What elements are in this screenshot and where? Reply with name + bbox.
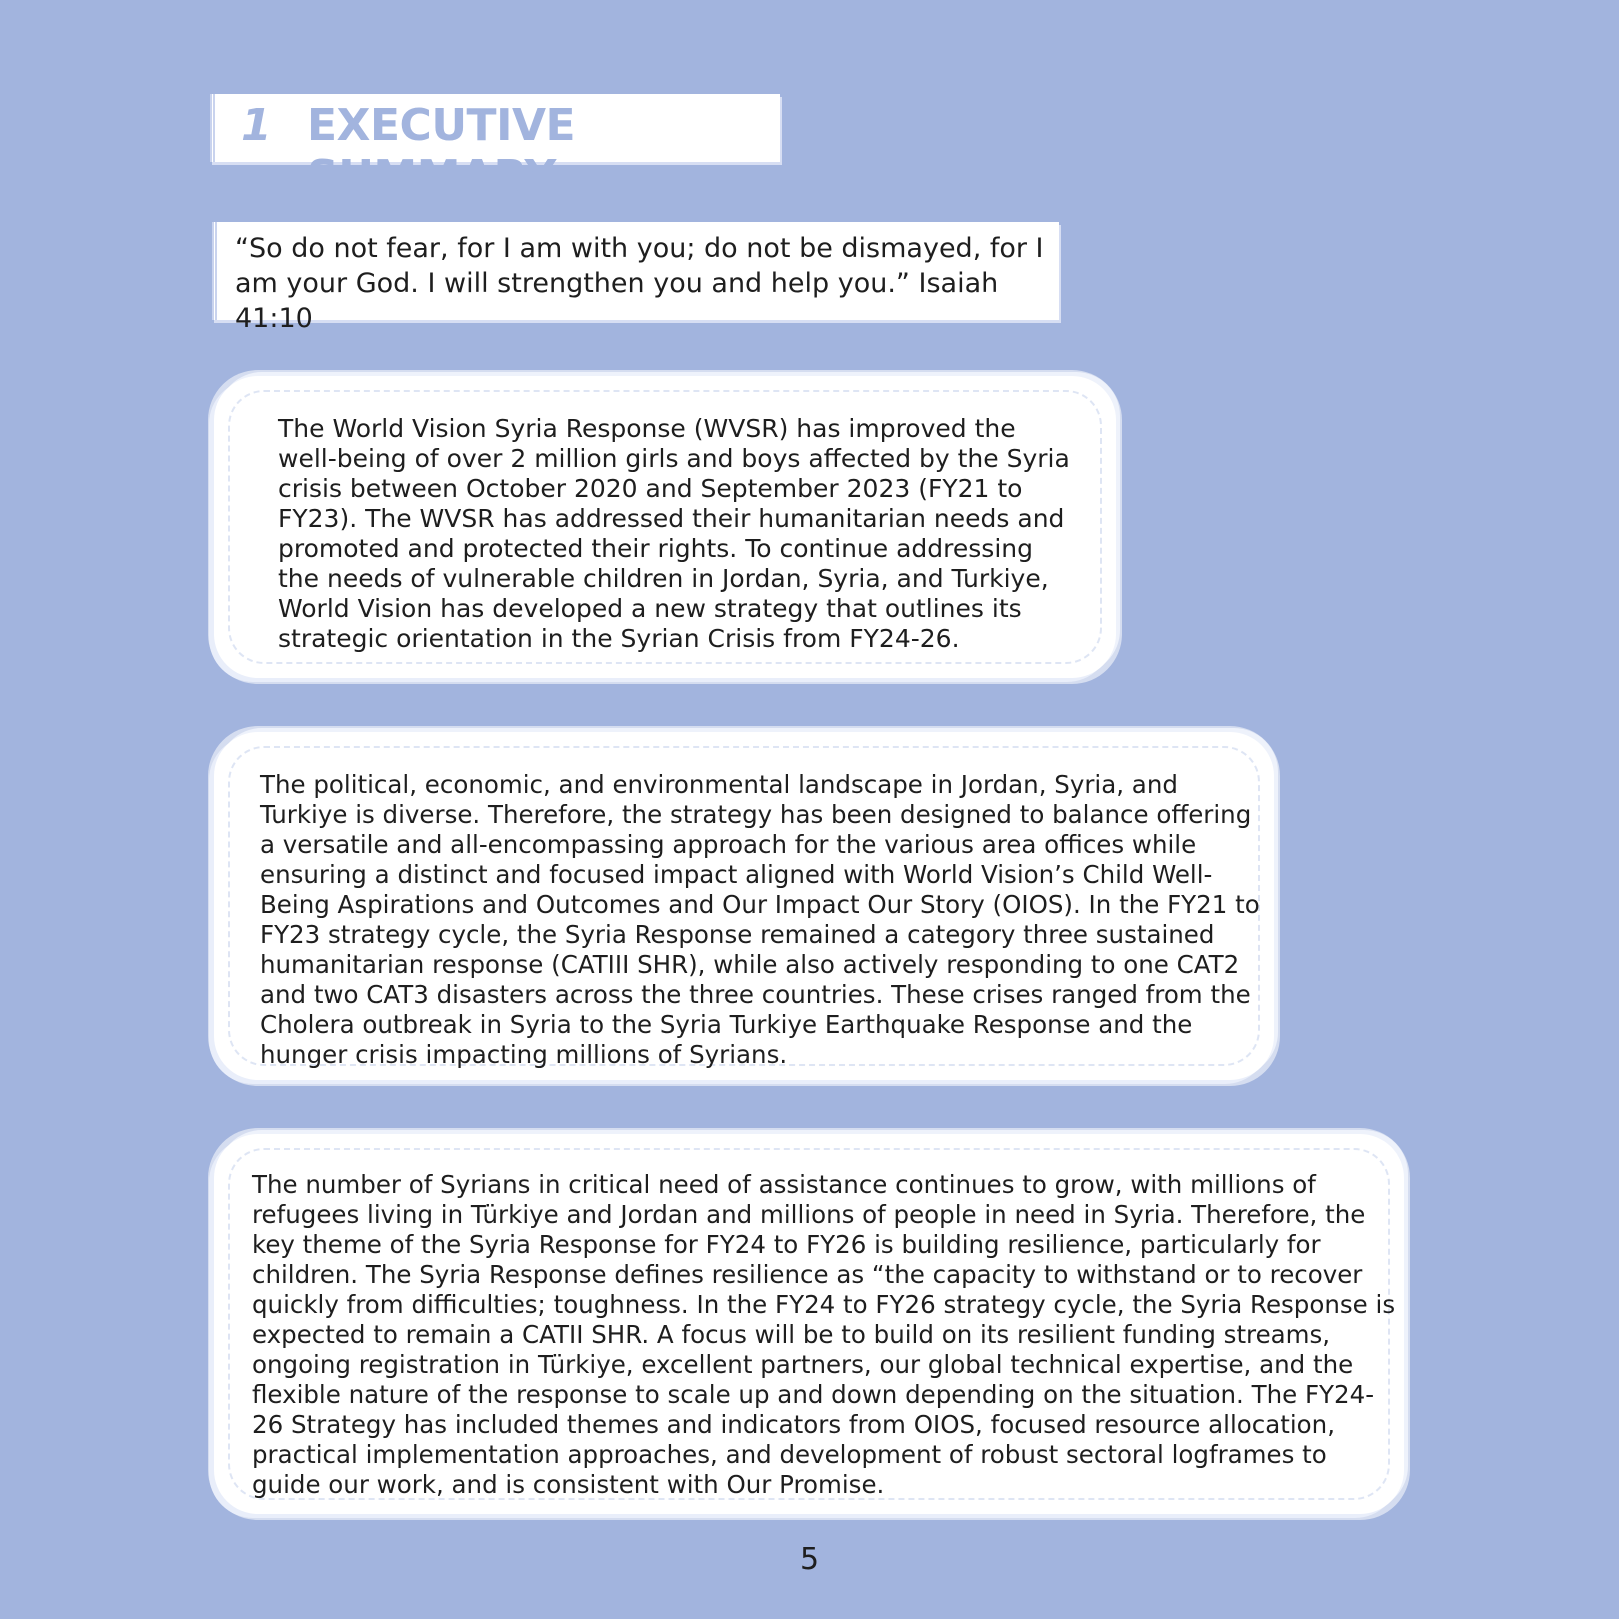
section-title: EXECUTIVE SUMMARY	[307, 100, 576, 202]
summary-panel-1	[214, 376, 1116, 678]
page-number: 5	[799, 1542, 820, 1577]
scripture-quote-box	[212, 222, 1059, 334]
scripture-quote: “So do not fear, for I am with you; do not be dismayed, for I am your God. I will strengthen you and help you.” Isaiah 41:10	[235, 233, 1044, 334]
section-number: 1	[241, 100, 272, 151]
section-heading	[210, 94, 780, 202]
summary-paragraph-2: The political, economic, and environmental landscape in Jordan, Syria, and Turkiye is diverse. Therefore, the strategy has been designed to balance offering a versatile and all-encompassing approach for the various area offices while ensuring a distinct and focused impact aligned with World Vision’s Child Well-Being Aspirations and Outcomes and Our Impact Our Story (OIOS). In the FY21 to FY23 strategy cycle, the Syria Response remained a category three sustained humanitarian response (CATIII SHR), while also actively responding to one CAT2 and two CAT3 disasters across the three countries. These crises ranged from the Cholera outbreak in Syria to the Syria Turkiye Earthquake Response and the hunger crisis impacting millions of Syrians.	[260, 770, 1260, 1069]
summary-paragraph-1: The World Vision Syria Response (WVSR) has improved the well-being of over 2 million girls and boys affected by the Syria crisis between October 2020 and September 2023 (FY21 to FY23). The WVSR has addressed their humanitarian needs and promoted and protected their rights. To continue addressing the needs of vulnerable children in Jordan, Syria, and Turkiye, World Vision has developed a new strategy that outlines its strategic orientation in the Syrian Crisis from FY24-26.	[278, 414, 1070, 653]
summary-panel-3	[214, 1134, 1404, 1514]
summary-paragraph-3: The number of Syrians in critical need of assistance continues to grow, with millions of refugees living in Türkiye and Jordan and millions of people in need in Syria. Therefore, the key theme of the Syria Response for FY24 to FY26 is building resilience, particularly for children. The Syria Response defines resilience as “the capacity to withstand or to recover quickly from difficulties; toughness. In the FY24 to FY26 strategy cycle, the Syria Response is expected to remain a CATII SHR. A focus will be to build on its resilient funding streams, ongoing registration in Türkiye, excellent partners, our global technical expertise, and the flexible nature of the response to scale up and down depending on the situation. The FY24-26 Strategy has included themes and indicators from OIOS, focused resource allocation, practical implementation approaches, and development of robust sectoral logframes to guide our work, and is consistent with Our Promise.	[252, 1170, 1396, 1499]
summary-panel-2	[214, 732, 1274, 1080]
